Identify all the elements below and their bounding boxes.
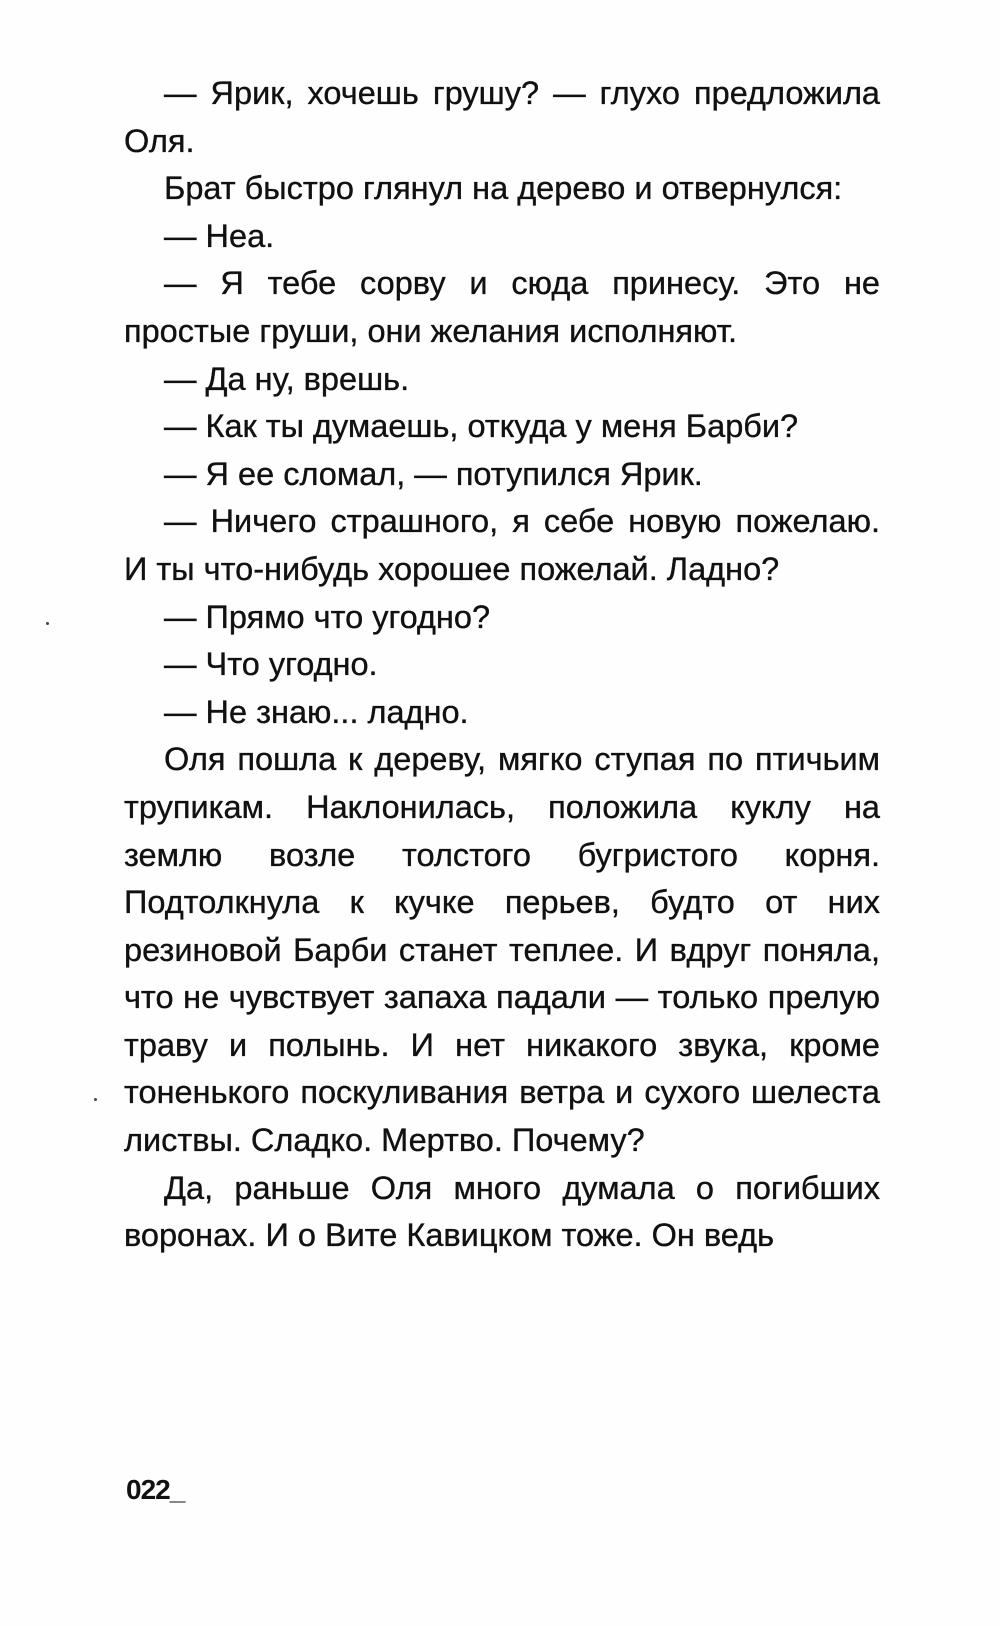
paragraph-5: — Да ну, врешь. — [164, 360, 410, 397]
paragraph-2: Брат быстро глянул на дерево и отвернулся: — [164, 170, 843, 207]
body-text — [124, 70, 880, 1260]
scan-speck — [46, 622, 49, 625]
paragraph-7: — Я ее сломал, — потупился Ярик. — [164, 455, 703, 492]
scan-speck — [94, 1098, 97, 1101]
paragraph-4: — Я тебе сорву и сюда принесу. Это не простые груши, они желания исполняют. — [124, 265, 880, 349]
paragraph-11: — Не знаю... ладно. — [164, 693, 469, 730]
paragraph-10: — Что угодно. — [164, 646, 378, 683]
paragraph-3: — Неа. — [164, 217, 275, 254]
page-number: 022_ — [126, 1474, 185, 1505]
paragraph-9: — Прямо что угодно? — [164, 598, 491, 635]
paragraph-6: — Как ты думаешь, откуда у меня Барби? — [164, 408, 799, 445]
paragraph-8: — Ничего страшного, я себе новую пожелаю. И ты что-нибудь хорошее пожелай. Ладно? — [124, 503, 880, 587]
paragraph-12: Оля пошла к дереву, мягко ступая по птичьим трупикам. Наклонилась, положила куклу на землю возле толстого бугристого корня. Подтолкнула к кучке перьев, будто от них резиновой Барби станет теплее. И вдруг поняла, что не чувствует запаха падали — только прелую траву и полынь. И нет никакого звука, кроме тоненького поскуливания ветра и сухого шелеста листвы. Сладко. Мертво. Почему? — [124, 741, 880, 1159]
paragraph-1: — Ярик, хочешь грушу? — глухо предложила Оля. — [124, 75, 880, 159]
paragraph-13: Да, раньше Оля много думала о погибших воронах. И о Вите Кавицком тоже. Он ведь — [124, 1169, 880, 1254]
